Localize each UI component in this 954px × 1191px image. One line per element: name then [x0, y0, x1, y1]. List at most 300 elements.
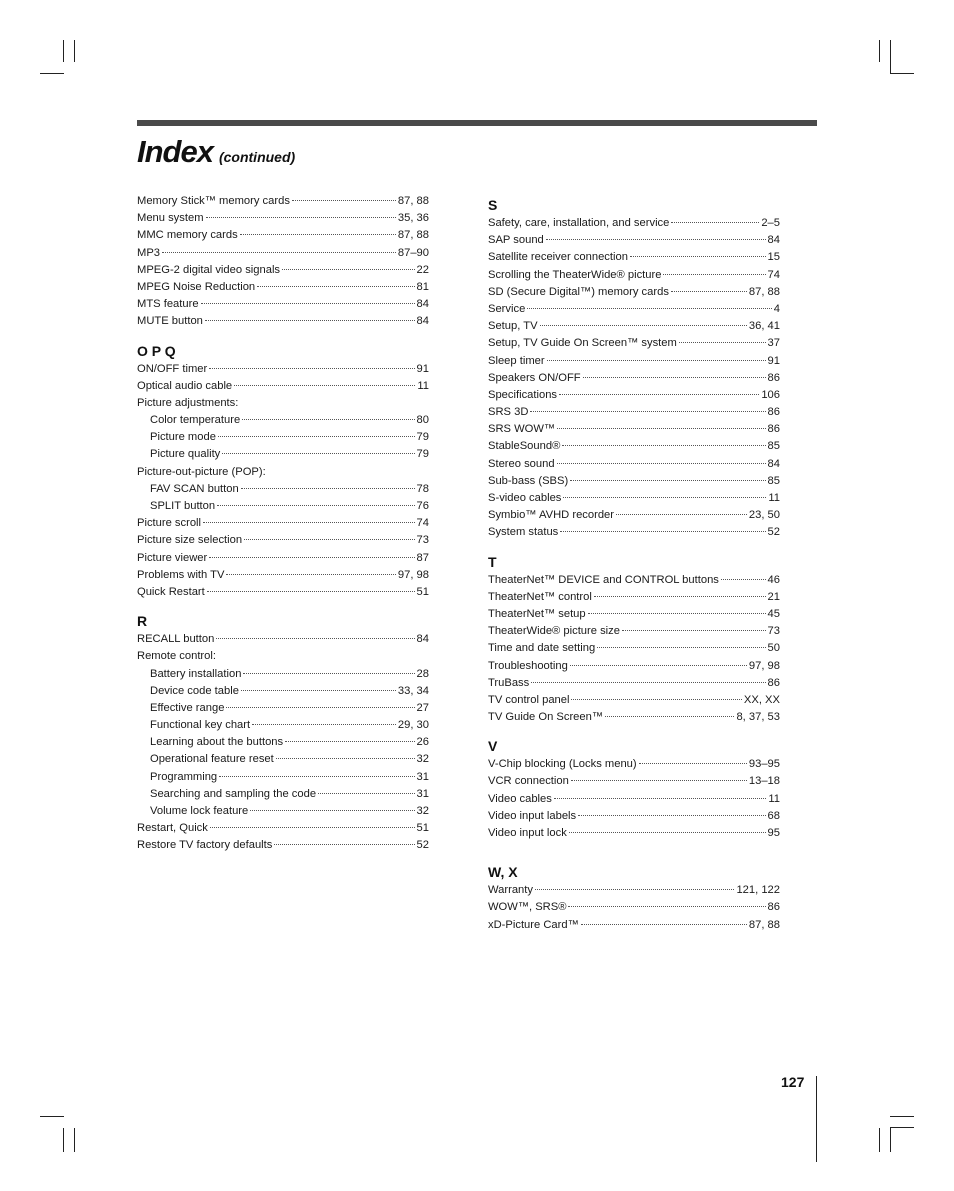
dot-leader	[216, 638, 414, 639]
index-entry	[488, 215, 780, 232]
dot-leader	[240, 234, 396, 235]
section-heading: V	[488, 738, 498, 755]
entry-term: SAP sound	[488, 234, 544, 247]
entry-pages: 31	[416, 770, 429, 783]
index-entry	[137, 648, 429, 665]
dot-leader	[562, 445, 765, 446]
crop-mark	[879, 40, 880, 62]
crop-mark	[74, 1128, 75, 1152]
index-subentry	[137, 429, 429, 446]
entry-pages: 68	[767, 809, 780, 822]
page-title	[137, 134, 295, 170]
entry-pages: 121, 122	[736, 884, 780, 897]
entry-pages: 87, 88	[397, 195, 429, 207]
entry-term: MPEG Noise Reduction	[137, 280, 256, 293]
entry-pages: 27	[416, 701, 429, 714]
entry-term: SRS WOW™	[488, 423, 556, 436]
entry-pages: 11	[768, 492, 780, 504]
entry-term: RECALL button	[137, 633, 215, 646]
entry-pages: 36, 41	[748, 320, 780, 333]
dot-leader	[559, 394, 759, 395]
entry-term: Restart, Quick	[137, 822, 208, 835]
entry-pages: 95	[767, 827, 780, 839]
entry-term: SPLIT button	[150, 500, 216, 512]
entry-term: SRS 3D	[488, 406, 529, 419]
entry-term: MMC memory cards	[137, 229, 238, 242]
dot-leader	[557, 463, 766, 464]
entry-term: TheaterNet™ control	[488, 590, 592, 603]
section-heading: W, X	[488, 864, 518, 881]
entry-pages: 97, 98	[397, 568, 429, 581]
entry-term: FAV SCAN button	[150, 482, 239, 495]
dot-leader	[217, 505, 414, 506]
entry-term: Picture scroll	[137, 517, 202, 530]
index-entry	[488, 640, 780, 657]
section-heading: R	[137, 613, 148, 630]
entry-pages: 15	[767, 251, 780, 264]
entry-term: Menu system	[137, 212, 204, 225]
entry-pages: 79	[416, 431, 429, 444]
entry-pages: 23, 50	[748, 509, 780, 522]
index-entry	[488, 606, 780, 623]
index-entry	[488, 473, 780, 490]
index-entry	[488, 658, 780, 675]
dot-leader	[222, 453, 414, 454]
entry-term: Remote control:	[137, 650, 216, 663]
dot-leader	[563, 497, 766, 498]
index-entry	[137, 820, 429, 837]
section-heading: O P Q	[137, 342, 176, 359]
dot-leader	[242, 419, 414, 420]
entry-term: Specifications	[488, 388, 558, 401]
entry-term: VCR connection	[488, 775, 569, 788]
section-heading: T	[488, 553, 497, 570]
index-entry	[137, 567, 429, 584]
dot-leader	[210, 827, 415, 828]
dot-leader	[226, 707, 414, 708]
entry-term: Problems with TV	[137, 568, 225, 581]
entry-term: Picture viewer	[137, 551, 208, 564]
index-entry	[488, 572, 780, 589]
entry-pages: 50	[767, 642, 780, 655]
entry-pages: 21	[767, 590, 780, 603]
crop-mark	[890, 40, 891, 74]
dot-leader	[274, 844, 414, 845]
entry-term: Searching and sampling the code	[150, 787, 317, 800]
dot-leader	[218, 436, 415, 437]
index-entry	[488, 490, 780, 507]
index-entry	[137, 262, 429, 279]
entry-pages: 32	[416, 753, 429, 766]
entry-pages: 84	[416, 298, 429, 311]
entry-pages: 106	[761, 388, 780, 401]
index-subentry	[137, 700, 429, 717]
entry-term: Device code table	[150, 684, 239, 697]
index-entry	[137, 837, 429, 854]
entry-pages: 74	[416, 517, 429, 530]
entry-term: StableSound®	[488, 440, 561, 453]
entry-pages: 52	[767, 526, 780, 539]
entry-term: xD-Picture Card™	[488, 918, 579, 931]
crop-mark	[63, 1128, 64, 1152]
entry-pages: 84	[416, 315, 429, 328]
index-subentry	[137, 683, 429, 700]
footer-rule	[816, 1076, 817, 1162]
entry-term: Troubleshooting	[488, 659, 568, 672]
entry-term: System status	[488, 526, 559, 539]
entry-pages: 84	[767, 234, 780, 247]
index-entry	[488, 421, 780, 438]
entry-pages: 84	[767, 457, 780, 470]
entry-pages: 22	[416, 263, 429, 276]
entry-pages: 84	[416, 633, 429, 646]
entry-term: Symbio™ AVHD recorder	[488, 509, 614, 522]
entry-pages: 86	[767, 676, 780, 689]
dot-leader	[535, 889, 734, 890]
section-heading: S	[488, 197, 498, 213]
entry-pages: 2–5	[761, 217, 780, 229]
dot-leader	[588, 613, 766, 614]
entry-term: Picture mode	[150, 431, 216, 444]
entry-pages: 32	[416, 805, 429, 817]
entry-pages: 78	[416, 482, 429, 495]
entry-term: Service	[488, 302, 526, 315]
entry-term: Video cables	[488, 792, 552, 805]
dot-leader	[570, 480, 765, 481]
entry-term: Functional key chart	[150, 719, 251, 732]
index-subentry	[137, 734, 429, 751]
entry-term: Sleep timer	[488, 354, 545, 367]
entry-term: TruBass	[488, 676, 530, 689]
dot-leader	[243, 673, 414, 674]
entry-pages: 86	[767, 406, 780, 419]
dot-leader	[209, 368, 414, 369]
entry-pages: 29, 30	[397, 719, 429, 732]
entry-pages: 73	[767, 625, 780, 638]
entry-term: Video input labels	[488, 809, 577, 822]
index-entry	[488, 623, 780, 640]
dot-leader	[605, 716, 734, 717]
dot-leader	[241, 488, 415, 489]
entry-term: Optical audio cable	[137, 379, 233, 392]
dot-leader	[530, 411, 765, 412]
entry-pages: 28	[416, 667, 429, 680]
dot-leader	[568, 906, 765, 907]
entry-pages: 81	[416, 280, 429, 293]
entry-term: Quick Restart	[137, 585, 205, 598]
title-text: Index	[137, 134, 213, 169]
dot-leader	[219, 776, 414, 777]
dot-leader	[557, 428, 765, 429]
crop-mark	[40, 1116, 64, 1117]
entry-term: Setup, TV	[488, 320, 538, 333]
index-entry	[137, 279, 429, 296]
dot-leader	[671, 291, 747, 292]
crop-mark	[890, 1127, 914, 1128]
entry-term: Memory Stick™ memory cards	[137, 195, 290, 207]
index-entry	[488, 353, 780, 370]
entry-term: MUTE button	[137, 315, 203, 328]
entry-pages: 35, 36	[397, 212, 429, 225]
index-entry	[488, 370, 780, 387]
index-entry	[488, 267, 780, 284]
dot-leader	[203, 522, 415, 523]
header-rule	[137, 120, 817, 126]
entry-term: Video input lock	[488, 827, 567, 839]
dot-leader	[547, 360, 766, 361]
entry-pages: 13–18	[748, 775, 780, 788]
entry-pages: XX, XX	[743, 693, 780, 706]
index-entry	[488, 773, 780, 790]
entry-term: Picture adjustments:	[137, 396, 239, 409]
index-entry	[488, 692, 780, 709]
index-subentry	[137, 412, 429, 429]
entry-pages: 87, 88	[748, 918, 780, 931]
index-entry	[137, 550, 429, 567]
entry-term: TheaterNet™ DEVICE and CONTROL buttons	[488, 573, 719, 586]
index-entry	[488, 791, 780, 808]
entry-term: WOW™, SRS®	[488, 901, 567, 914]
entry-pages: 31	[416, 787, 429, 800]
entry-pages: 86	[767, 423, 780, 436]
entry-term: Setup, TV Guide On Screen™ system	[488, 337, 677, 350]
index-entry	[488, 301, 780, 318]
entry-pages: 93–95	[748, 758, 780, 771]
dot-leader	[597, 647, 765, 648]
entry-pages: 45	[767, 607, 780, 620]
dot-leader	[594, 596, 766, 597]
dot-leader	[206, 217, 396, 218]
crop-mark	[74, 40, 75, 62]
entry-term: Learning about the buttons	[150, 736, 284, 749]
dot-leader	[546, 239, 766, 240]
index-subentry	[137, 751, 429, 768]
index-entry	[137, 532, 429, 549]
entry-pages: 85	[767, 474, 780, 487]
dot-leader	[569, 832, 766, 833]
dot-leader	[721, 579, 766, 580]
index-column-right	[488, 193, 780, 934]
entry-pages: 87	[416, 551, 429, 564]
dot-leader	[226, 574, 395, 575]
entry-term: Operational feature reset	[150, 753, 274, 766]
crop-mark	[63, 40, 64, 62]
index-column-left	[137, 193, 429, 855]
index-entry	[137, 210, 429, 227]
index-entry	[488, 882, 780, 899]
index-entry	[488, 507, 780, 524]
index-entry	[488, 456, 780, 473]
entry-pages: 37	[767, 337, 780, 350]
entry-term: Stereo sound	[488, 457, 555, 470]
entry-pages: 86	[767, 901, 780, 914]
entry-term: Restore TV factory defaults	[137, 839, 273, 852]
index-entry	[137, 515, 429, 532]
dot-leader	[241, 690, 396, 691]
entry-term: Warranty	[488, 884, 533, 897]
entry-pages: 51	[416, 585, 429, 598]
dot-leader	[679, 342, 766, 343]
entry-term: Sub-bass (SBS)	[488, 474, 569, 487]
index-entry	[488, 335, 780, 352]
entry-term: SD (Secure Digital™) memory cards	[488, 285, 669, 298]
crop-mark	[890, 73, 914, 74]
index-entry	[137, 584, 429, 601]
index-entry	[488, 917, 780, 934]
index-entry	[137, 361, 429, 378]
index-subentry	[137, 666, 429, 683]
index-entry	[488, 825, 780, 842]
index-subentry	[137, 446, 429, 463]
page-number: 127	[781, 1074, 805, 1090]
entry-pages: 87–90	[397, 246, 429, 259]
entry-term: MPEG-2 digital video signals	[137, 263, 281, 276]
entry-term: MP3	[137, 246, 161, 259]
index-entry	[488, 524, 780, 541]
index-subentry	[137, 769, 429, 786]
entry-pages: 33, 34	[397, 684, 429, 697]
entry-pages: 74	[767, 268, 780, 281]
entry-pages: 91	[416, 362, 429, 375]
entry-pages: 86	[767, 371, 780, 384]
crop-mark	[879, 1128, 880, 1152]
dot-leader	[234, 385, 415, 386]
entry-term: TheaterWide® picture size	[488, 625, 620, 638]
entry-term: Picture-out-picture (POP):	[137, 465, 266, 478]
entry-term: Time and date setting	[488, 642, 596, 655]
dot-leader	[540, 325, 747, 326]
title-continued: (continued)	[218, 149, 296, 165]
index-entry	[137, 296, 429, 313]
dot-leader	[318, 793, 414, 794]
dot-leader	[663, 274, 765, 275]
crop-mark	[890, 1116, 914, 1117]
entry-term: Battery installation	[150, 667, 242, 680]
index-entry	[488, 387, 780, 404]
entry-pages: 26	[416, 736, 429, 749]
entry-term: Picture size selection	[137, 534, 243, 547]
entry-pages: 85	[767, 440, 780, 453]
entry-term: Speakers ON/OFF	[488, 371, 581, 384]
entry-term: V-Chip blocking (Locks menu)	[488, 758, 637, 771]
index-subentry	[137, 498, 429, 515]
entry-pages: 52	[416, 839, 429, 852]
dot-leader	[282, 269, 415, 270]
index-entry	[488, 899, 780, 916]
entry-pages: 87, 88	[748, 285, 780, 298]
entry-term: MTS feature	[137, 298, 199, 311]
index-subentry	[137, 481, 429, 498]
dot-leader	[292, 200, 396, 201]
index-entry	[488, 438, 780, 455]
entry-pages: 73	[416, 534, 429, 547]
entry-pages: 51	[416, 822, 429, 835]
dot-leader	[622, 630, 766, 631]
index-entry	[488, 675, 780, 692]
entry-pages: 4	[773, 302, 780, 315]
index-entry	[137, 245, 429, 262]
index-entry	[488, 709, 780, 726]
entry-pages: 46	[767, 573, 780, 586]
entry-pages: 76	[416, 500, 429, 512]
index-entry	[137, 395, 429, 412]
entry-term: Scrolling the TheaterWide® picture	[488, 268, 662, 281]
index-entry	[137, 464, 429, 481]
index-subentry	[137, 786, 429, 803]
dot-leader	[201, 303, 415, 304]
index-entry	[488, 232, 780, 249]
entry-term: Programming	[150, 770, 218, 783]
entry-pages: 79	[416, 448, 429, 461]
index-entry	[137, 313, 429, 330]
entry-pages: 11	[417, 379, 429, 392]
index-entry	[488, 404, 780, 421]
dot-leader	[207, 591, 415, 592]
dot-leader	[244, 539, 414, 540]
dot-leader	[252, 724, 396, 725]
dot-leader	[583, 377, 766, 378]
index-entry	[488, 249, 780, 266]
dot-leader	[639, 763, 747, 764]
entry-term: Satellite receiver connection	[488, 251, 628, 264]
index-entry	[137, 631, 429, 648]
entry-term: Effective range	[150, 701, 225, 714]
index-entry	[137, 227, 429, 244]
index-entry	[488, 589, 780, 606]
entry-term: S-video cables	[488, 492, 562, 504]
entry-term: TheaterNet™ setup	[488, 607, 586, 620]
entry-term: Safety, care, installation, and service	[488, 217, 670, 229]
crop-mark	[890, 1128, 891, 1152]
entry-pages: 11	[768, 792, 780, 805]
index-entry	[488, 808, 780, 825]
entry-pages: 8, 37, 53	[736, 711, 780, 724]
entry-term: Picture quality	[150, 448, 221, 461]
dot-leader	[250, 810, 414, 811]
dot-leader	[581, 924, 747, 925]
dot-leader	[209, 557, 414, 558]
dot-leader	[531, 682, 765, 683]
entry-pages: 91	[767, 354, 780, 367]
entry-term: TV control panel	[488, 693, 570, 706]
entry-term: Color temperature	[150, 414, 241, 427]
index-entry	[488, 318, 780, 335]
entry-term: ON/OFF timer	[137, 362, 208, 375]
dot-leader	[571, 699, 741, 700]
dot-leader	[571, 780, 747, 781]
index-entry	[137, 378, 429, 395]
dot-leader	[671, 222, 759, 223]
dot-leader	[285, 741, 414, 742]
index-subentry	[137, 803, 429, 820]
dot-leader	[578, 815, 765, 816]
crop-mark	[40, 73, 64, 74]
entry-term: TV Guide On Screen™	[488, 711, 604, 724]
dot-leader	[276, 758, 415, 759]
dot-leader	[205, 320, 415, 321]
dot-leader	[630, 256, 766, 257]
index-subentry	[137, 717, 429, 734]
dot-leader	[162, 252, 396, 253]
dot-leader	[570, 665, 747, 666]
entry-term: Volume lock feature	[150, 805, 249, 817]
index-entry	[137, 193, 429, 210]
entry-pages: 97, 98	[748, 659, 780, 672]
dot-leader	[527, 308, 771, 309]
dot-leader	[554, 798, 767, 799]
entry-pages: 87, 88	[397, 229, 429, 242]
dot-leader	[560, 531, 765, 532]
